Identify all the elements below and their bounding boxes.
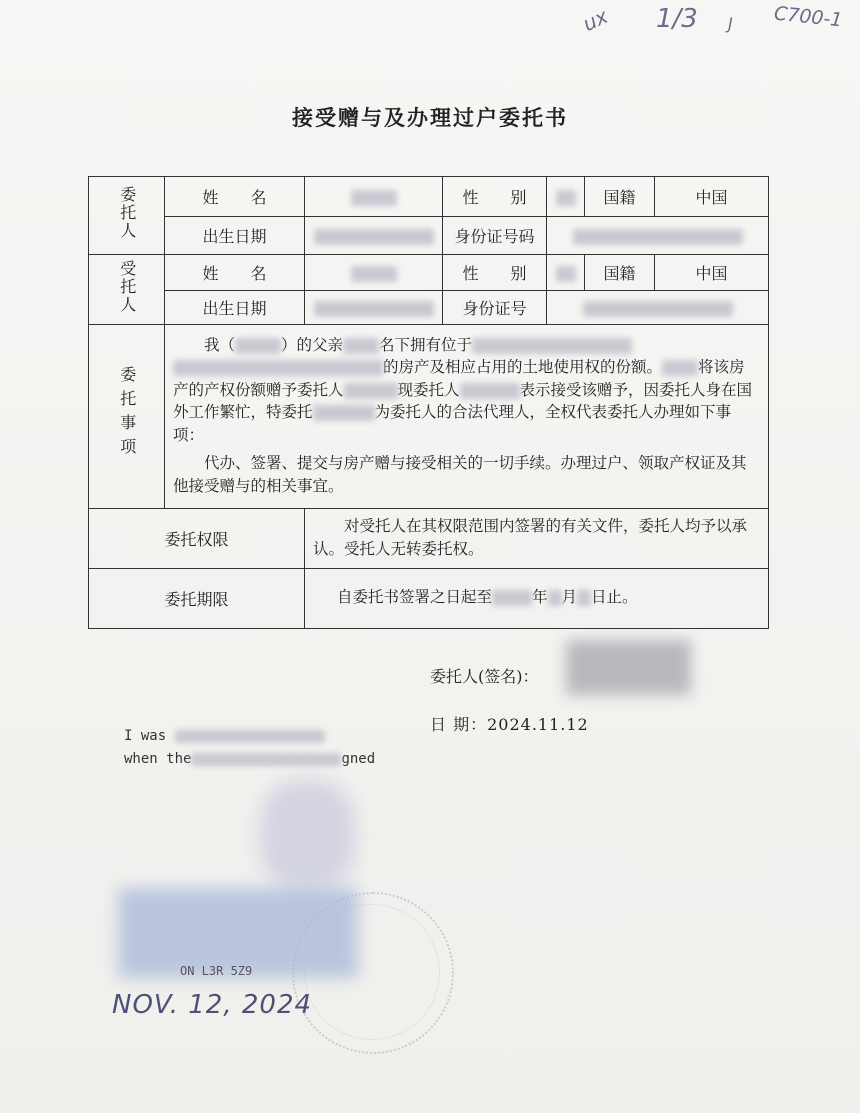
agent-name-value: [305, 255, 443, 291]
principal-nationality-value: 中国: [655, 177, 769, 217]
notary-signature: [260, 780, 355, 890]
matters-content: [165, 325, 769, 509]
agent-id-value: [547, 291, 769, 325]
agent-gender-label: 性 别: [443, 255, 547, 291]
matters-paragraph-2: 代办、签署、提交与房产赠与接受相关的一切手续。办理过户、领取产权证及其他接受赠与的相关事宜。: [173, 454, 747, 495]
agent-nationality-label: 国籍: [585, 255, 655, 291]
principal-dob-value: [305, 217, 443, 255]
document-title: 接受赠与及办理过户委托书: [292, 105, 568, 130]
agent-id-label: 身份证号: [443, 291, 547, 325]
handwritten-mark: J: [728, 14, 733, 33]
agent-dob-value: [305, 291, 443, 325]
principal-dob-label: 出生日期: [165, 217, 305, 255]
notary-text-line-2: when the gned: [124, 751, 376, 767]
principal-name-label: 姓 名: [165, 177, 305, 217]
handwritten-page-number: 1/3: [656, 4, 698, 34]
power-of-attorney-table: [88, 176, 769, 629]
principal-section-label: 委托人: [89, 177, 165, 255]
agent-section-label: 受托人: [89, 255, 165, 325]
period-label: 委托期限: [89, 569, 305, 629]
authority-label: 委托权限: [89, 509, 305, 569]
handwritten-code: C700-1: [773, 2, 844, 32]
agent-nationality-value: 中国: [655, 255, 769, 291]
notary-text-line-1: I was: [124, 728, 325, 744]
handwritten-notary-date: NOV. 12, 2024: [112, 990, 313, 1020]
notary-stamp-postal-code: ON L3R 5Z9: [180, 964, 253, 978]
agent-gender-value: [547, 255, 585, 291]
signature-label: 委托人(签名)：: [430, 667, 539, 686]
signature-date: 日 期：2024.11.12: [430, 715, 589, 734]
matters-paragraph-1: 我（ ）的父亲 名下拥有位于的房产及相应占用的土地使用权的份额。 将该房产的产权份额赠予委托人 现委托人 表示接受该赠予，因委托人身在国外工作繁忙，特委托 为委托人的合法代理人，全权代表委托人办理如下事项：: [173, 335, 753, 444]
principal-id-value: [547, 217, 769, 255]
principal-name-value: [305, 177, 443, 217]
period-text: 自委托书签署之日起至 年 月 日止。: [305, 569, 769, 629]
principal-id-label: 身份证号码: [443, 217, 547, 255]
principal-gender-label: 性 别: [443, 177, 547, 217]
handwritten-mark: ux: [579, 3, 612, 37]
matters-section-label: 委托事项: [89, 325, 165, 509]
principal-gender-value: [547, 177, 585, 217]
principal-nationality-label: 国籍: [585, 177, 655, 217]
agent-dob-label: 出生日期: [165, 291, 305, 325]
agent-name-label: 姓 名: [165, 255, 305, 291]
principal-signature: [566, 640, 691, 695]
authority-text: 对受托人在其权限范围内签署的有关文件，委托人均予以承认。受托人无转委托权。: [305, 509, 769, 569]
